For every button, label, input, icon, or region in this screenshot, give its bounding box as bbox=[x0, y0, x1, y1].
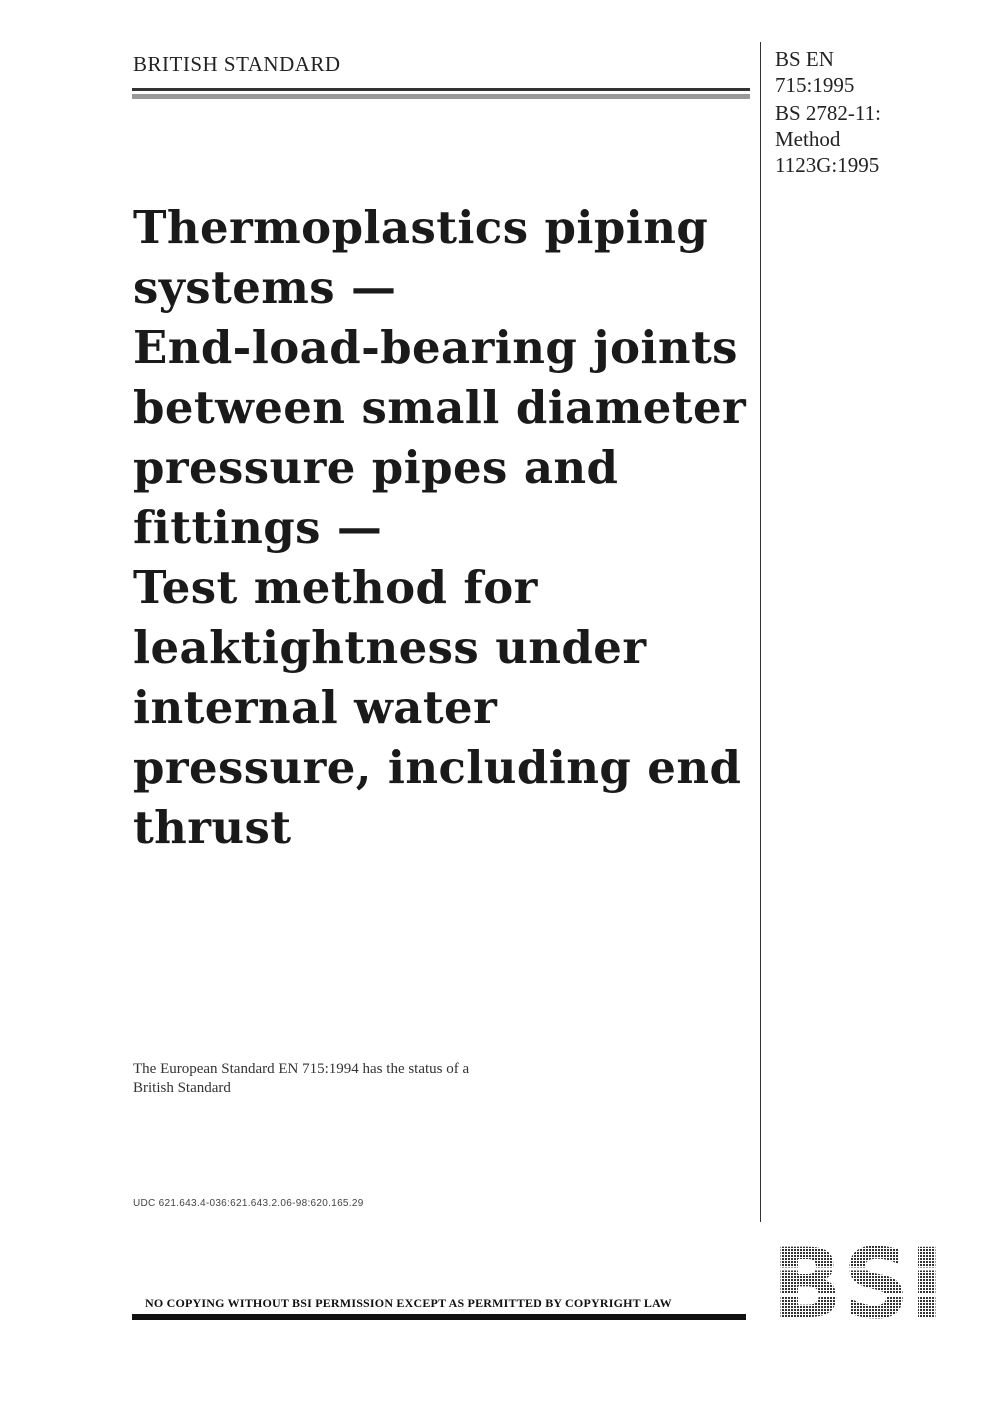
header-rule-grey bbox=[132, 94, 750, 99]
title-line: End-load-bearing joints bbox=[133, 321, 738, 374]
title-line: leaktightness under bbox=[133, 621, 647, 674]
title-line: fittings — bbox=[133, 501, 383, 554]
title-line: pressure, including end bbox=[133, 741, 742, 794]
copyright-notice: NO COPYING WITHOUT BSI PERMISSION EXCEPT AS PERMITTED BY COPYRIGHT LAW bbox=[145, 1296, 672, 1310]
title-line: systems — bbox=[133, 261, 397, 314]
title-line: thrust bbox=[133, 801, 292, 854]
standard-number-line: 715:1995 bbox=[775, 73, 855, 97]
udc-classification: UDC 621.643.4-036:621.643.2.06-98:620.165.29 bbox=[133, 1198, 364, 1209]
standard-number-line: 1123G:1995 bbox=[775, 153, 880, 177]
title-line: between small diameter bbox=[133, 381, 747, 434]
title-line: pressure pipes and bbox=[133, 441, 619, 494]
standard-number-line: Method bbox=[775, 127, 841, 151]
status-statement bbox=[133, 1060, 469, 1098]
status-line: The European Standard EN 715:1994 has the status of a bbox=[133, 1061, 470, 1077]
title-line: internal water bbox=[133, 681, 498, 734]
document-title bbox=[133, 198, 763, 858]
document-series-label: BRITISH STANDARD bbox=[133, 52, 341, 76]
standard-number-line: BS EN bbox=[775, 47, 834, 71]
header-rule bbox=[132, 88, 750, 91]
footer-rule bbox=[132, 1314, 746, 1320]
standard-numbers bbox=[775, 46, 881, 178]
standard-number-line: BS 2782-11: bbox=[775, 101, 881, 125]
title-line: Thermoplastics piping bbox=[133, 201, 709, 254]
bsi-logo bbox=[770, 1243, 946, 1321]
title-line: Test method for bbox=[133, 561, 538, 614]
status-line: British Standard bbox=[133, 1080, 231, 1096]
